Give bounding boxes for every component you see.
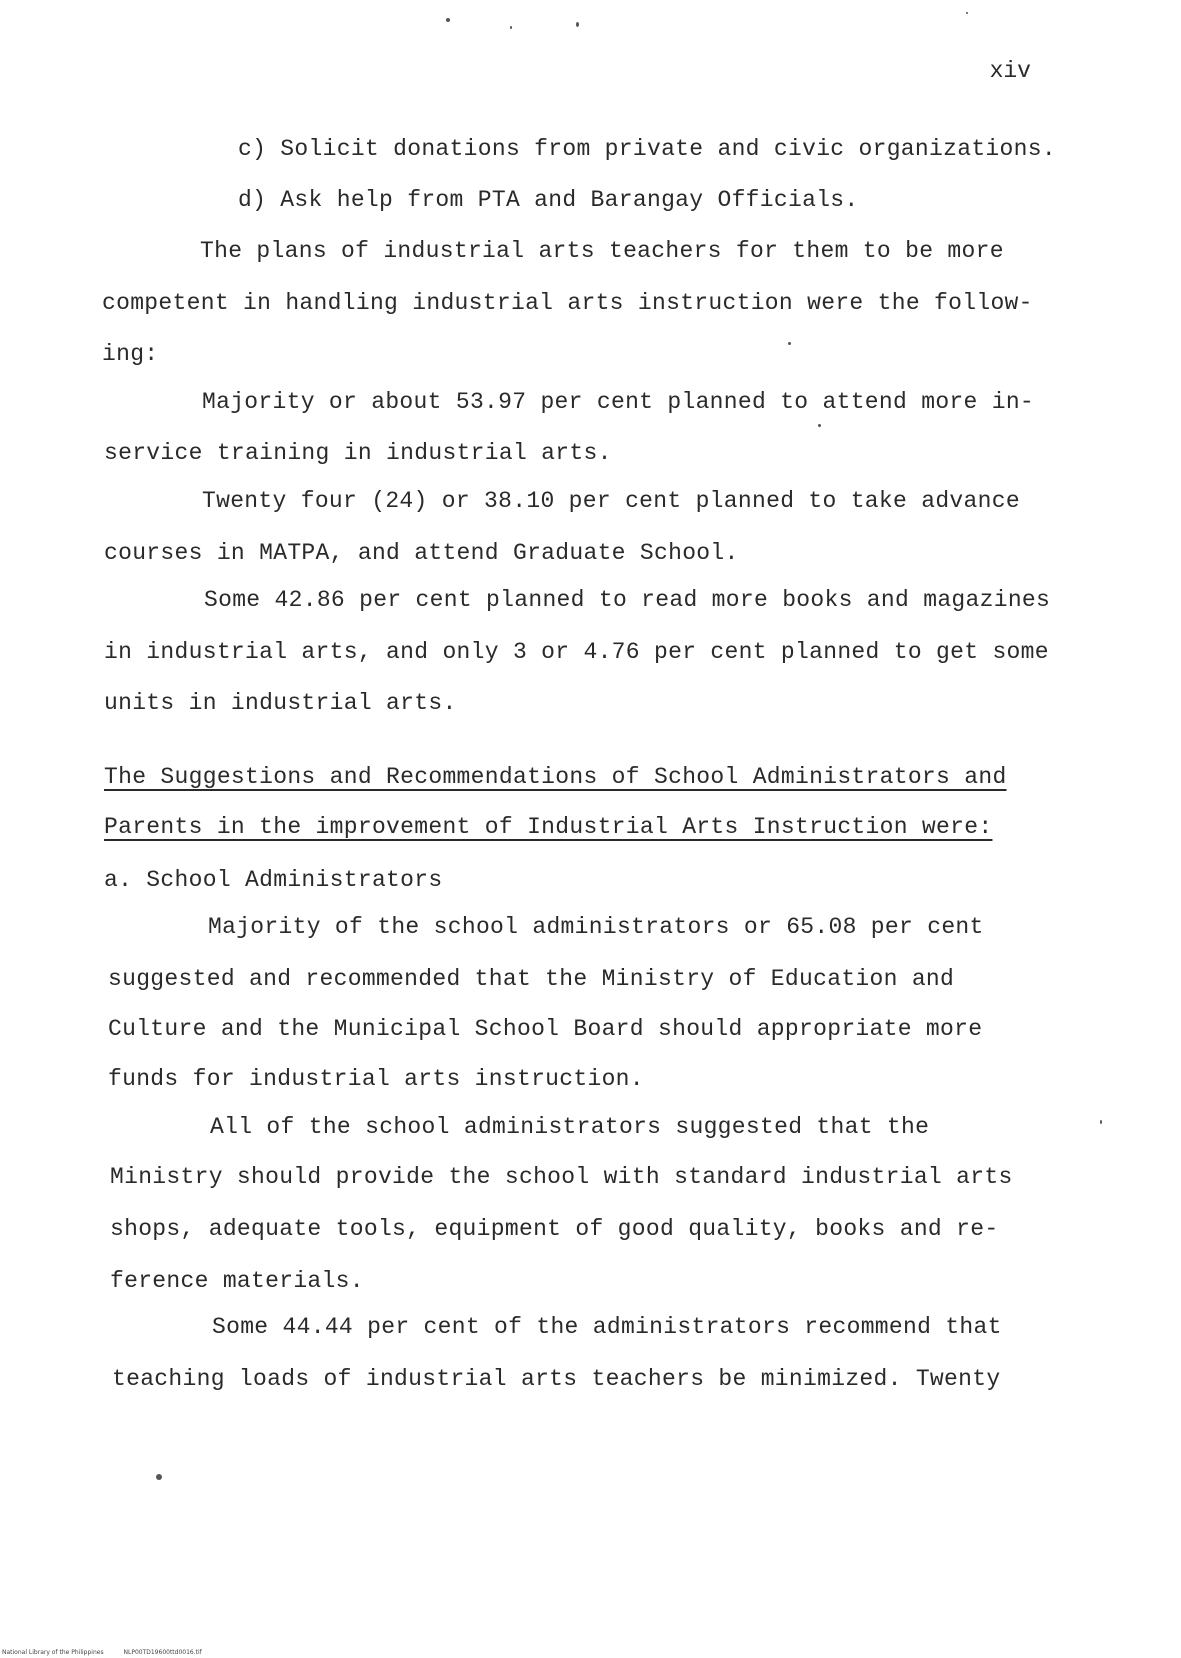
paragraph-line: units in industrial arts. <box>104 690 457 716</box>
paragraph-line: shops, adequate tools, equipment of good quality, books and re- <box>110 1216 999 1242</box>
scan-speck <box>1100 1120 1102 1124</box>
paragraph-line: teaching loads of industrial arts teachers be minimized. Twenty <box>112 1366 1001 1392</box>
list-item-c: c) Solicit donations from private and civic organizations. <box>238 136 1056 162</box>
paragraph-line: Majority or about 53.97 per cent planned to attend more in- <box>202 389 1035 415</box>
scan-speck <box>510 26 512 29</box>
paragraph-line: in industrial arts, and only 3 or 4.76 per cent planned to get some <box>104 639 1049 665</box>
subsection-heading: a. School Administrators <box>104 867 443 893</box>
paragraph-line: Ministry should provide the school with standard industrial arts <box>110 1164 1013 1190</box>
scan-speck <box>788 342 791 345</box>
paragraph-line: funds for industrial arts instruction. <box>108 1066 644 1092</box>
paragraph-line: All of the school administrators suggested that the <box>210 1114 930 1140</box>
paragraph-line: Twenty four (24) or 38.10 per cent planned to take advance <box>202 488 1020 514</box>
paragraph-line: ing: <box>102 341 159 367</box>
footer-file: NLP00TD19600ttd0016.tif <box>123 1649 202 1656</box>
scan-speck <box>446 18 450 22</box>
paragraph-line: service training in industrial arts. <box>104 440 612 466</box>
scan-footer <box>2 1649 220 1656</box>
paragraph-line: ference materials. <box>110 1268 364 1294</box>
section-heading: The Suggestions and Recommendations of School Administrators and <box>104 764 1007 790</box>
paragraph-line: The plans of industrial arts teachers for them to be more <box>200 238 1004 264</box>
section-heading: Parents in the improvement of Industrial Arts Instruction were: <box>104 814 993 840</box>
scan-speck <box>156 1474 162 1480</box>
paragraph-line: suggested and recommended that the Ministry of Education and <box>108 966 955 992</box>
paragraph-line: Some 44.44 per cent of the administrators recommend that <box>212 1314 1002 1340</box>
scan-speck <box>966 12 968 14</box>
scan-speck <box>818 424 821 427</box>
paragraph-line: courses in MATPA, and attend Graduate School. <box>104 540 739 566</box>
page-number: xiv <box>989 58 1031 84</box>
footer-library: National Library of the Philippines <box>2 1649 104 1656</box>
paragraph-line: competent in handling industrial arts instruction were the follow- <box>102 290 1033 316</box>
list-item-d: d) Ask help from PTA and Barangay Officials. <box>238 187 859 213</box>
paragraph-line: Some 42.86 per cent planned to read more books and magazines <box>204 587 1051 613</box>
paragraph-line: Majority of the school administrators or 65.08 per cent <box>208 914 984 940</box>
scan-speck <box>576 22 579 27</box>
paragraph-line: Culture and the Municipal School Board should appropriate more <box>108 1016 983 1042</box>
